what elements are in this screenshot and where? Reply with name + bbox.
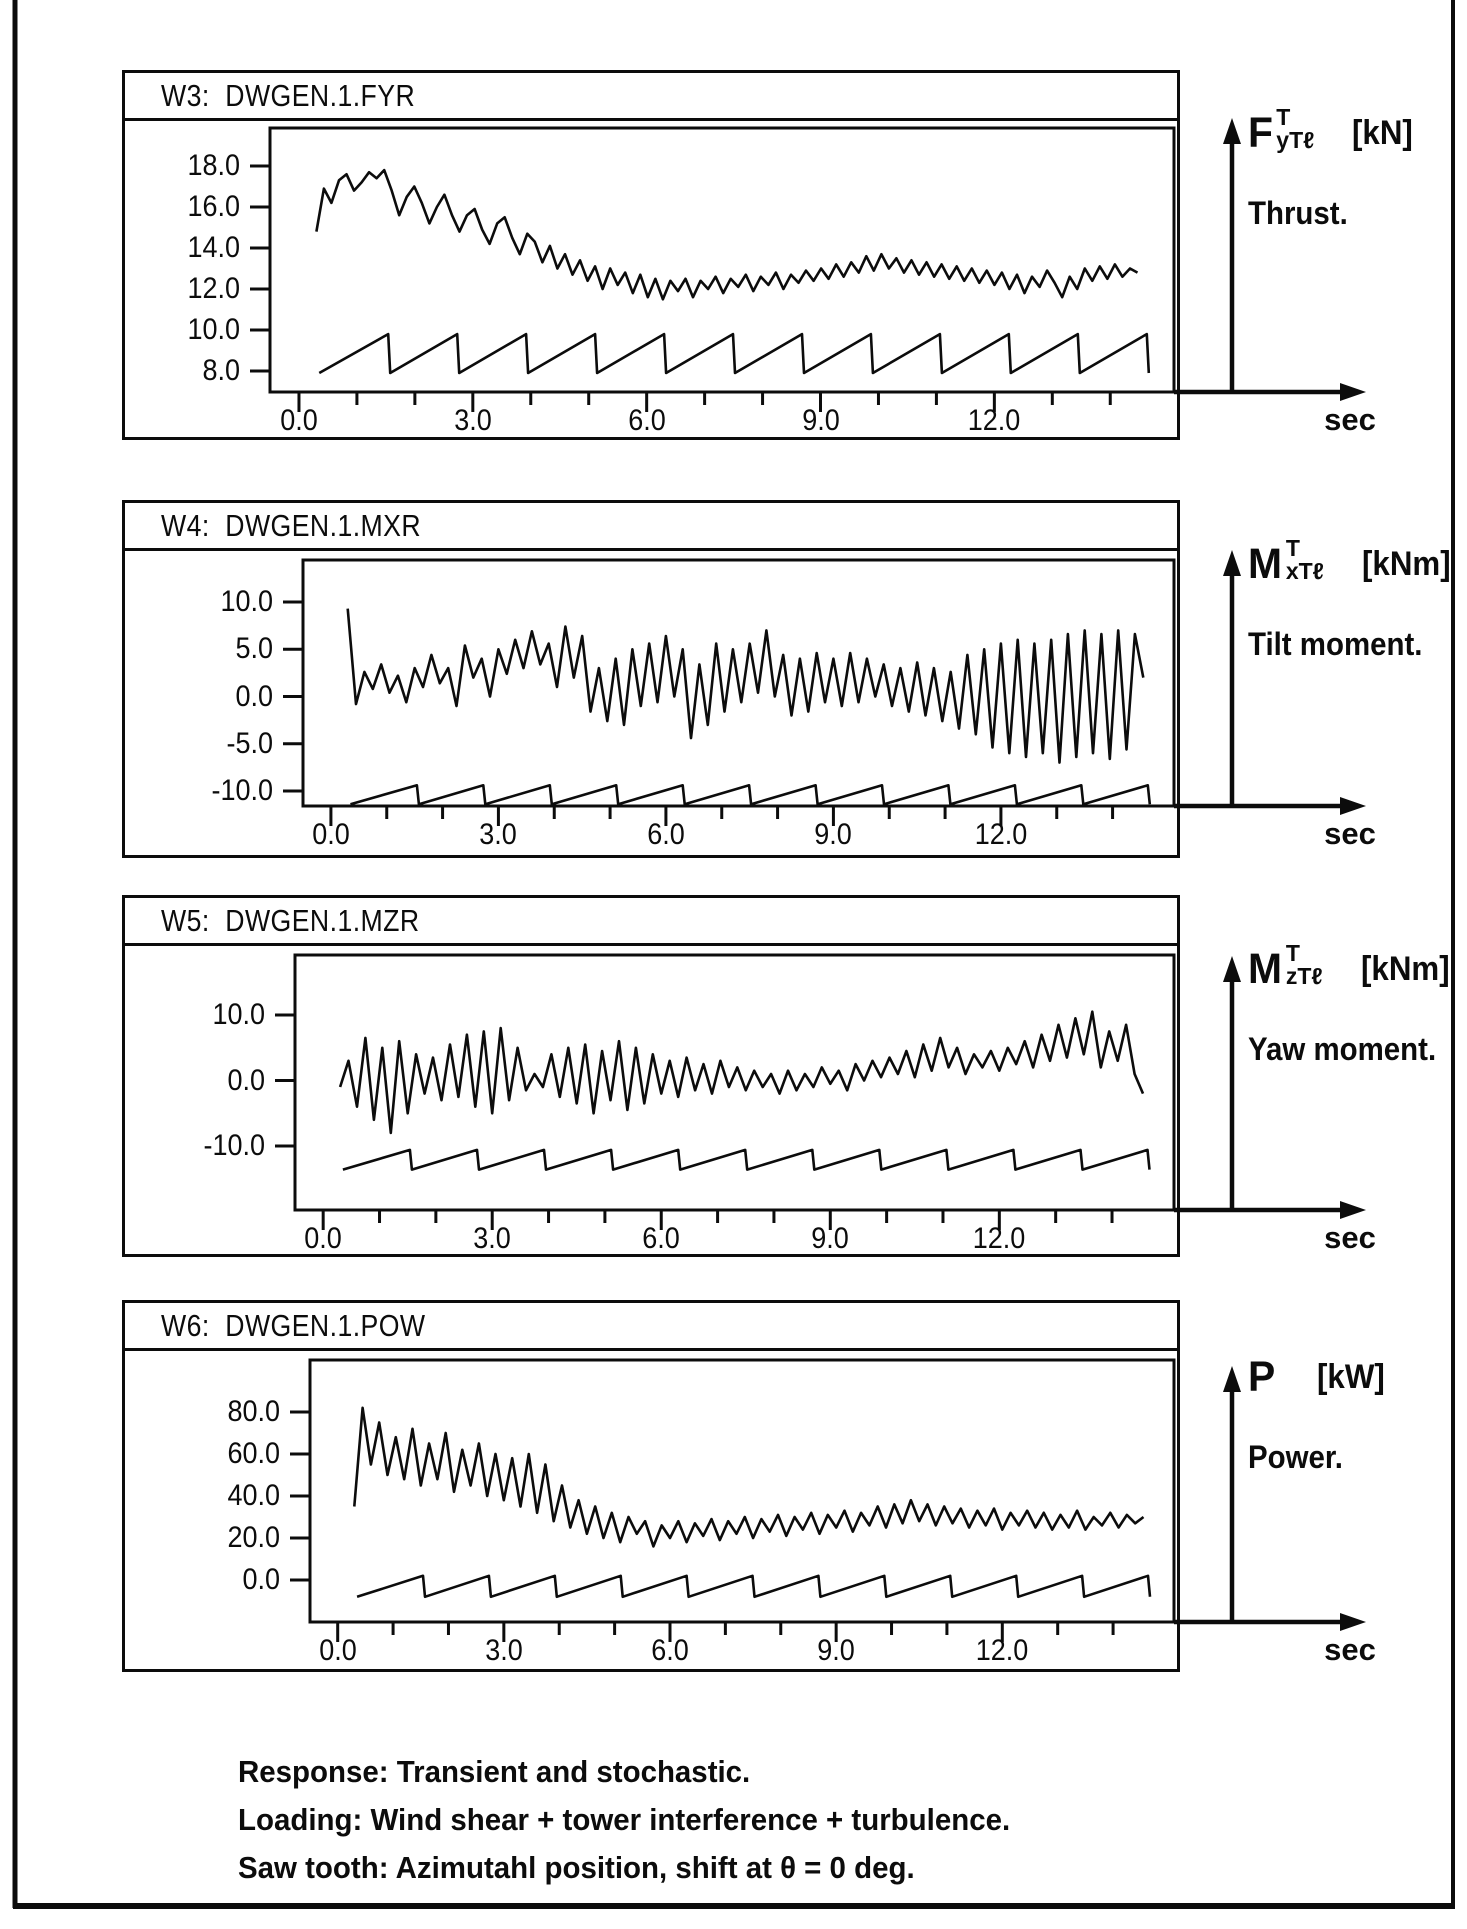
symbol-superscript: T: [1285, 940, 1300, 966]
window-title: W6: DWGEN.1.POW: [161, 1307, 426, 1343]
y-tick-label: 0.0: [235, 679, 273, 713]
up-arrow-icon: [1223, 118, 1241, 144]
window-titlebar: [125, 1303, 1177, 1351]
quantity-symbol: [1248, 1353, 1463, 1401]
symbol-superscript: T: [1276, 104, 1291, 130]
y-tick-label: 18.0: [187, 149, 240, 182]
right-arrow-icon: [1340, 797, 1366, 815]
right-arrow-icon: [1340, 1613, 1366, 1631]
symbol-base: P: [1248, 1353, 1276, 1401]
y-tick-label: 10.0: [212, 998, 265, 1031]
y-tick-label: 80.0: [227, 1395, 280, 1428]
y-tick-label: 16.0: [187, 190, 240, 223]
y-tick-label: 10.0: [220, 585, 273, 618]
x-tick-label: 6.0: [642, 1222, 681, 1255]
axis-annotation-yaw-moment: [1248, 940, 1463, 1068]
unit-label: [kNm]: [1360, 950, 1450, 988]
y-tick-label: 0.0: [242, 1563, 280, 1596]
y-tick-label: 20.0: [227, 1521, 280, 1554]
x-tick-label: 12.0: [974, 818, 1028, 851]
x-tick-label: 9.0: [801, 404, 840, 437]
up-arrow-icon: [1223, 956, 1241, 982]
caption-line: Response: Transient and stochastic.: [238, 1754, 751, 1789]
symbol-base: F: [1248, 109, 1273, 157]
symbol-stack: [1276, 106, 1314, 153]
y-tick-label: 5.0: [235, 632, 273, 666]
plot-window-w3: [122, 70, 1180, 440]
plot-window-w6: [122, 1300, 1180, 1672]
y-tick-label: -5.0: [226, 726, 273, 760]
y-tick-label: 12.0: [187, 272, 240, 305]
x-tick-label: 0.0: [304, 1222, 342, 1255]
quantity-description: Power.: [1248, 1439, 1343, 1475]
quantity-description: Tilt moment.: [1248, 626, 1423, 662]
x-tick-label: 3.0: [479, 818, 518, 851]
quantity-symbol: [1248, 940, 1463, 993]
time-axis-unit-label: sec: [1324, 1632, 1376, 1667]
quantity-symbol: [1248, 104, 1463, 157]
symbol-base: M: [1248, 540, 1283, 588]
x-tick-label: 6.0: [627, 404, 666, 437]
symbol-subscript: yTℓ: [1276, 127, 1315, 154]
caption-line: Saw tooth: Azimutahl position, shift at θ = 0 deg.: [238, 1850, 915, 1885]
quantity-description: Thrust.: [1248, 195, 1348, 231]
y-tick-label: 14.0: [187, 231, 240, 264]
y-tick-label: 0.0: [227, 1063, 265, 1097]
plot-window-w4: [122, 500, 1180, 858]
x-tick-label: 6.0: [651, 1634, 689, 1667]
x-tick-label: 6.0: [647, 818, 685, 851]
time-axis-unit-label: sec: [1324, 402, 1376, 437]
x-tick-label: 12.0: [968, 404, 1021, 437]
up-arrow-icon: [1223, 550, 1241, 576]
unit-label: [kN]: [1352, 114, 1414, 152]
y-tick-label: 10.0: [187, 313, 240, 346]
window-title: W3: DWGEN.1.FYR: [161, 77, 416, 113]
quantity-symbol: [1248, 535, 1463, 588]
quantity-description: Yaw moment.: [1248, 1031, 1437, 1067]
right-arrow-icon: [1340, 1201, 1366, 1219]
x-tick-label: 3.0: [485, 1634, 523, 1667]
plot-window-w5: [122, 895, 1180, 1257]
window-title: W5: DWGEN.1.MZR: [161, 902, 420, 938]
x-tick-label: 3.0: [473, 1222, 511, 1255]
y-tick-label: -10.0: [203, 1129, 265, 1162]
x-tick-label: 9.0: [811, 1222, 850, 1255]
right-arrow-icon: [1340, 383, 1366, 401]
y-tick-label: -10.0: [211, 774, 273, 807]
symbol-stack: [1286, 537, 1324, 584]
time-axis-unit-label: sec: [1324, 816, 1376, 851]
x-tick-label: 9.0: [817, 1634, 855, 1667]
caption-line: Loading: Wind shear + tower interference + turbulence.: [238, 1802, 1011, 1837]
x-tick-label: 12.0: [973, 1222, 1026, 1255]
x-tick-label: 12.0: [976, 1634, 1029, 1667]
unit-label: [kW]: [1316, 1358, 1385, 1396]
axis-annotation-power: [1248, 1353, 1463, 1476]
axis-annotation-thrust: [1248, 104, 1463, 232]
y-tick-label: 40.0: [227, 1479, 280, 1512]
y-tick-label: 8.0: [202, 354, 240, 387]
x-tick-label: 0.0: [312, 818, 350, 851]
symbol-subscript: xTℓ: [1285, 558, 1324, 585]
window-titlebar: [125, 898, 1177, 946]
symbol-stack: [1286, 942, 1323, 989]
x-tick-label: 3.0: [454, 404, 492, 437]
up-arrow-icon: [1223, 1366, 1241, 1392]
x-tick-label: 0.0: [318, 1634, 357, 1667]
axis-annotation-tilt-moment: [1248, 535, 1463, 663]
x-tick-label: 9.0: [814, 818, 853, 851]
symbol-base: M: [1248, 945, 1283, 993]
figure-caption: [238, 1748, 1051, 1892]
window-title: W4: DWGEN.1.MXR: [161, 507, 422, 543]
y-tick-label: 60.0: [227, 1437, 280, 1470]
time-axis-unit-label: sec: [1324, 1220, 1376, 1255]
symbol-superscript: T: [1285, 535, 1300, 561]
window-titlebar: [125, 503, 1177, 551]
unit-label: [kNm]: [1361, 545, 1451, 583]
window-titlebar: [125, 73, 1177, 121]
x-tick-label: 0.0: [280, 404, 318, 437]
symbol-subscript: zTℓ: [1285, 963, 1323, 990]
